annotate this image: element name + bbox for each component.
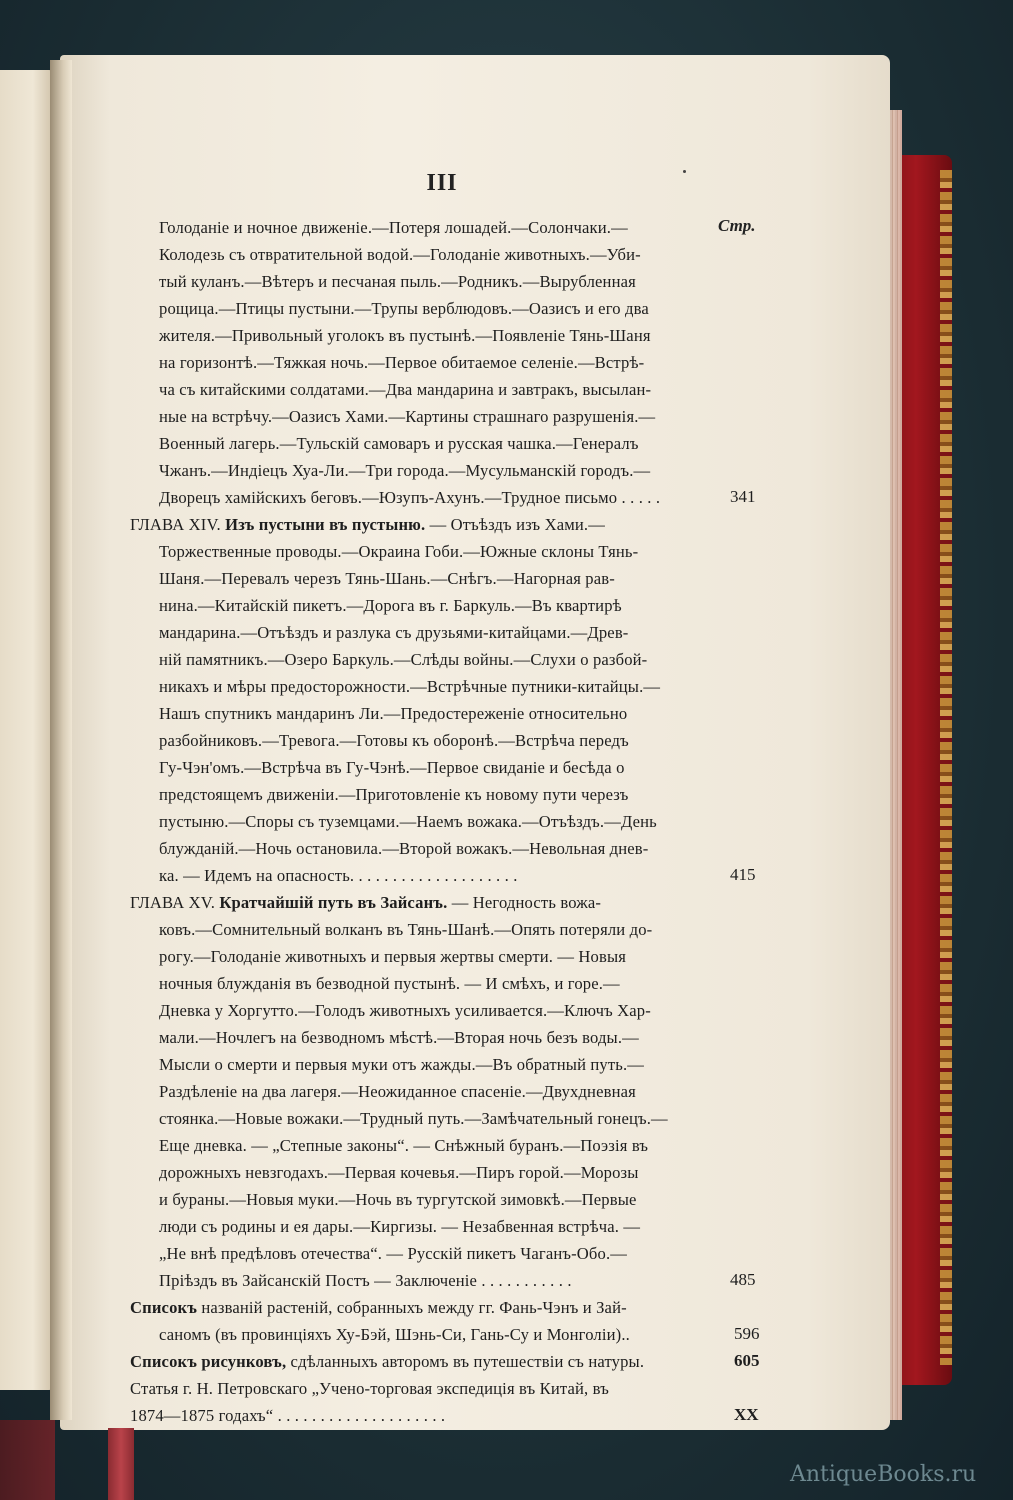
toc-line: саномъ (въ провинціяхъ Ху-Бэй, Шэнь-Си, Гань-Су и Монголіи)..: [159, 1325, 630, 1344]
toc-line: Торжественные проводы.—Окраина Гоби.—Южные склоны Тянь-: [159, 542, 639, 561]
left-page-edge: [0, 70, 55, 1390]
toc-line: Чжанъ.—Индіецъ Хуа-Ли.—Три города.—Мусульманскій городъ.—: [159, 461, 651, 480]
toc-line: Пріѣздъ въ Зайсанскій Постъ — Заключеніе . . . . . . . . . . .: [159, 1271, 572, 1290]
toc-line: Колодезь съ отвратительной водой.—Голоданіе животныхъ.—Уби-: [159, 245, 641, 264]
illustrations-title: Списокъ рисунковъ,: [130, 1352, 287, 1371]
toc-line: рощица.—Птицы пустыни.—Трупы верблюдовъ.—Оазисъ и его два: [159, 299, 649, 318]
chapter-label: ГЛАВА XIV.: [130, 515, 221, 534]
illustrations-text: сдѣланныхъ авторомъ въ путешествіи съ натуры.: [286, 1352, 645, 1371]
bookmark-ribbon: [108, 1428, 134, 1500]
toc-line: Дворецъ хамійскихъ беговъ.—Юзупъ-Ахунъ.—Трудное письмо . . . . .: [159, 488, 661, 507]
toc-line: ній памятникъ.—Озеро Баркуль.—Слѣды войны.—Слухи о разбой-: [159, 650, 648, 669]
toc-line: блужданій.—Ночь остановила.—Второй вожакъ.—Невольная днев-: [159, 839, 649, 858]
page-column-label: Стр.: [718, 216, 756, 235]
toc-line: рогу.—Голоданіе животныхъ и первыя жертвы смерти. — Новыя: [159, 947, 627, 966]
toc-line: никахъ и мѣры предосторожности.—Встрѣчные путники-китайцы.—: [159, 677, 661, 696]
toc-line: дорожныхъ невзгодахъ.—Первая кочевья.—Пиръ горой.—Морозы: [159, 1163, 639, 1182]
book-gutter: [50, 60, 72, 1420]
toc-line: Раздѣленіе на два лагеря.—Неожиданное спасеніе.—Двухдневная: [159, 1082, 636, 1101]
toc-line: мали.—Ночлегъ на безводномъ мѣстѣ.—Вторая ночь безъ воды.—: [159, 1028, 639, 1047]
gilt-ornament: [940, 170, 952, 1365]
illustrations-line: [130, 1352, 644, 1372]
toc-line: ные на встрѣчу.—Оазисъ Хами.—Картины страшнаго разрушенія.—: [159, 407, 656, 426]
toc-line: предстоящемъ движеніи.—Приготовленіе къ новому пути черезъ: [159, 785, 629, 804]
toc-line: на горизонтѣ.—Тяжкая ночь.—Первое обитаемое селеніе.—Встрѣ-: [159, 353, 645, 372]
plant-list-line: [130, 1298, 627, 1318]
toc-line: Шаня.—Перевалъ черезъ Тянь-Шань.—Снѣгъ.—Нагорная рав-: [159, 569, 615, 588]
page-ref: 341: [730, 487, 756, 506]
toc-line: пустыню.—Споры съ туземцами.—Наемъ вожака.—Отъѣздъ.—День: [159, 812, 657, 831]
chapter-label: ГЛАВА XV.: [130, 893, 216, 912]
left-cover-corner: [0, 1420, 55, 1500]
page-number: III: [426, 170, 458, 196]
toc-line: нина.—Китайскій пикетъ.—Дорога въ г. Баркуль.—Въ квартирѣ: [159, 596, 622, 615]
toc-line: Дневка у Хоргутто.—Голодъ животныхъ усиливается.—Ключъ Хар-: [159, 1001, 651, 1020]
toc-line: „Не внѣ предѣловъ отечества“. — Русскій пикетъ Чаганъ-Обо.—: [159, 1244, 627, 1263]
page-ref: 415: [730, 865, 756, 884]
page-ref: XX: [734, 1405, 759, 1424]
chapter-xv-line: [130, 893, 601, 913]
toc-line: стоянка.—Новые вожаки.—Трудный путь.—Замѣчательный гонецъ.—: [159, 1109, 668, 1128]
chapter-text: — Отъѣздъ изъ Хами.—: [425, 515, 605, 534]
toc-line: тый куланъ.—Вѣтеръ и песчаная пыль.—Родникъ.—Вырубленная: [159, 272, 636, 291]
ink-speck: [683, 170, 686, 173]
plant-list-title: Списокъ: [130, 1298, 198, 1317]
chapter-text: — Негодность вожа-: [447, 893, 602, 912]
page-ref: 485: [730, 1270, 756, 1289]
toc-line: 1874—1875 годахъ“ . . . . . . . . . . . . . . . . . . . .: [130, 1406, 446, 1425]
page-ref: 605: [734, 1351, 760, 1370]
toc-line: Мысли о смерти и первыя муки отъ жажды.—Въ обратный путь.—: [159, 1055, 645, 1074]
toc-line: Военный лагерь.—Тульскій самоваръ и русская чашка.—Генералъ: [159, 434, 639, 453]
toc-line: ночныя блужданія въ безводной пустынѣ. — И смѣхъ, и горе.—: [159, 974, 620, 993]
watermark: AntiqueBooks.ru: [790, 1462, 977, 1487]
toc-line: и бураны.—Новыя муки.—Ночь въ тургутской зимовкѣ.—Первые: [159, 1190, 637, 1209]
plant-list-text: названій растеній, собранныхъ между гг. Фань-Чэнъ и Зай-: [197, 1298, 627, 1317]
toc-line: Еще дневка. — „Степные законы“. — Снѣжный буранъ.—Поэзія въ: [159, 1136, 649, 1155]
toc-line: Статья г. Н. Петровскаго „Учено-торговая экспедиція въ Китай, въ: [130, 1379, 609, 1398]
toc-line: люди съ родины и ея дары.—Киргизы. — Незабвенная встрѣча. —: [159, 1217, 641, 1236]
toc-line: Гу-Чэн'омъ.—Встрѣча въ Гу-Чэнѣ.—Первое свиданіе и бесѣда о: [159, 758, 625, 777]
page-ref: 596: [734, 1324, 760, 1343]
chapter-title: Изъ пустыни въ пустыню.: [225, 515, 426, 534]
toc-line: ка. — Идемъ на опасность. . . . . . . . . . . . . . . . . . . .: [159, 866, 518, 885]
toc-line: ча съ китайскими солдатами.—Два мандарина и завтракъ, высылан-: [159, 380, 652, 399]
toc-line: жителя.—Привольный уголокъ въ пустынѣ.—Появленіе Тянь-Шаня: [159, 326, 651, 345]
toc-line: разбойниковъ.—Тревога.—Готовы къ оборонѣ.—Встрѣча передъ: [159, 731, 629, 750]
toc-line: ковъ.—Сомнительный волканъ въ Тянь-Шанѣ.—Опять потеряли до-: [159, 920, 653, 939]
toc-line: мандарина.—Отъѣздъ и разлука съ друзьями-китайцами.—Древ-: [159, 623, 629, 642]
toc-line: Голоданіе и ночное движеніе.—Потеря лошадей.—Солончаки.—: [159, 218, 628, 237]
toc-line: Нашъ спутникъ мандаринъ Ли.—Предостереженіе относительно: [159, 704, 628, 723]
chapter-xiv-line: [130, 515, 605, 535]
chapter-title: Кратчайшій путь въ Зайсанъ.: [219, 893, 448, 912]
